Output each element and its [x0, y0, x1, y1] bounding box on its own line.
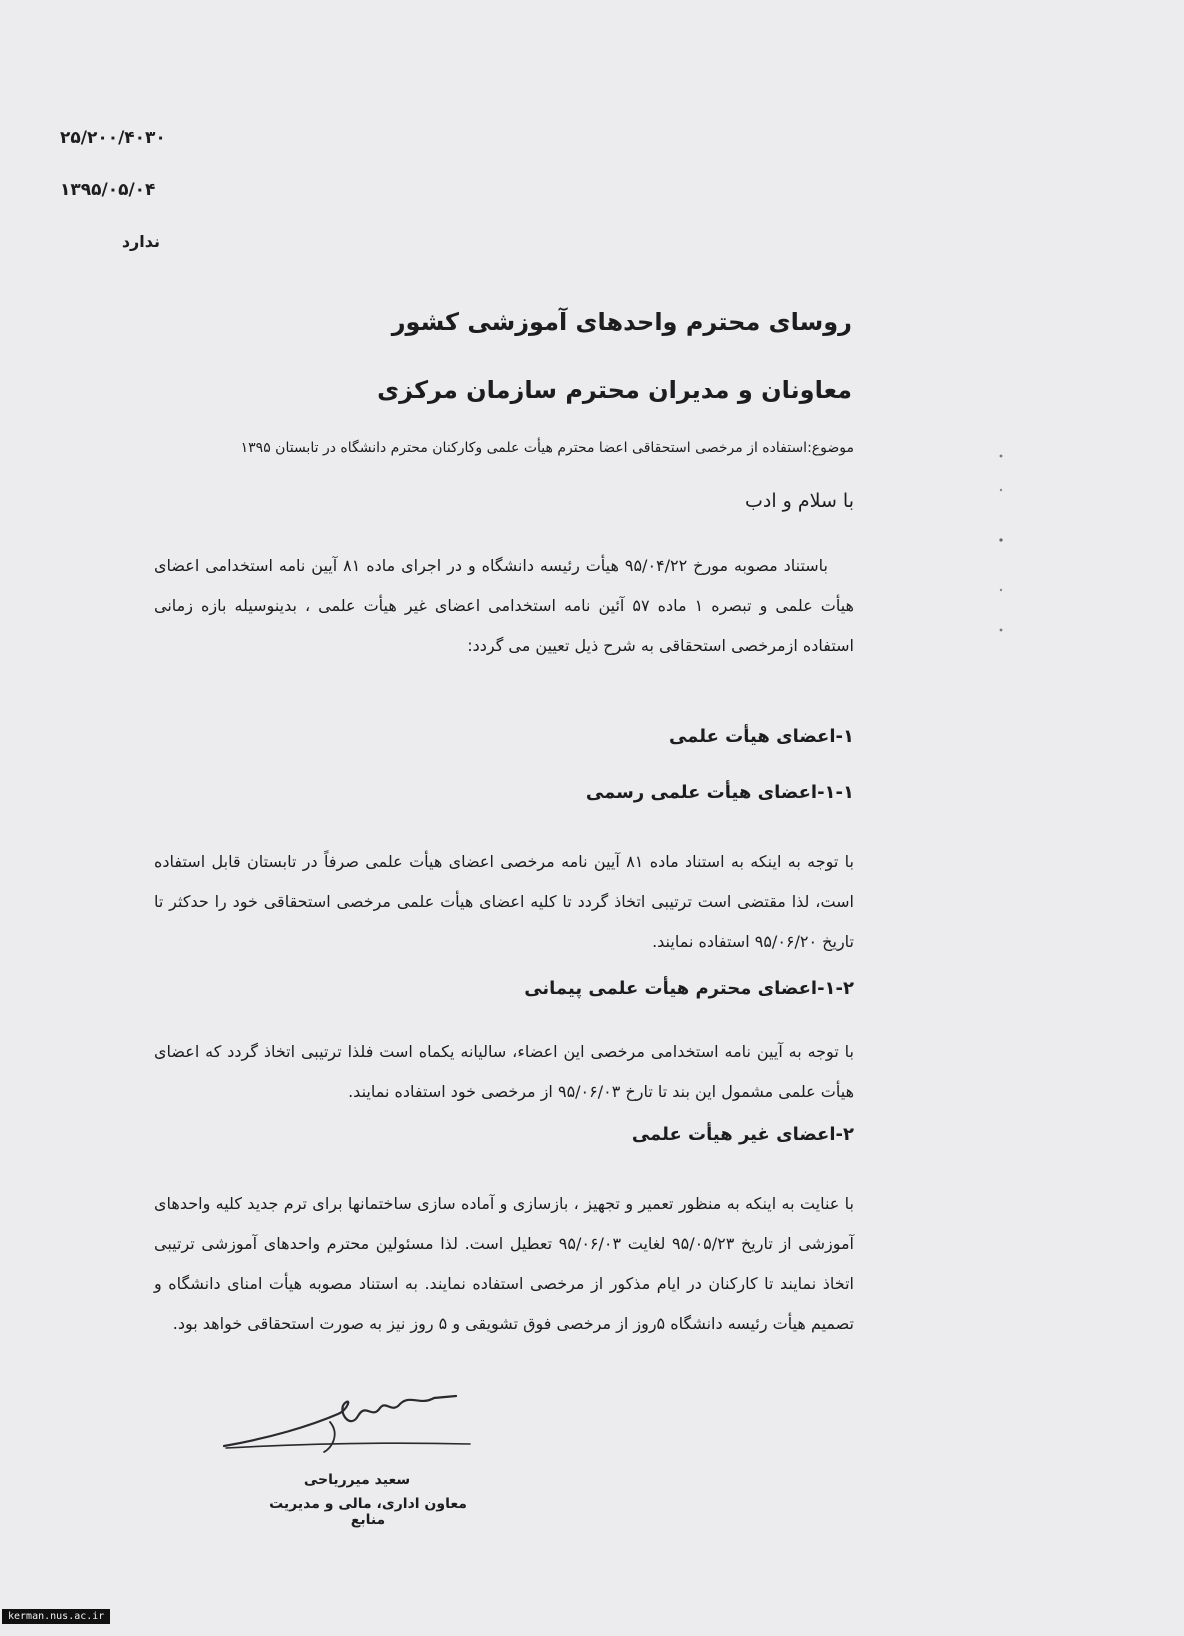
- signatory-title: معاون اداری، مالی و مدیریت منابع: [269, 1496, 467, 1528]
- handwritten-signature: [220, 1386, 480, 1456]
- letter-date: ۱۳۹۵/۰۵/۰۴: [60, 180, 156, 200]
- section-1-2-text: با توجه به آیین نامه استخدامی مرخصی این اعضاء، سالیانه یکماه است فلذا ترتیبی اتخاذ گردد که اعضای هیأت علمی مشمول این بند تا تارخ ۹۵/۰۶/۰۳ از مرخصی خود استفاده نمایند.: [154, 1042, 854, 1101]
- section-1-2-title: ۱-۲-اعضای محترم هیأت علمی پیمانی: [524, 978, 854, 999]
- binding-marks: [998, 450, 1004, 650]
- section-2-title: ۲-اعضای غیر هیأت علمی: [631, 1124, 854, 1145]
- section-1-1-text: با توجه به اینکه به استناد ماده ۸۱ آیین نامه مرخصی اعضای هیأت علمی صرفاً در تابستان قابل استفاده است، لذا مقتضی است ترتیبی اتخاذ گردد تا کلیه اعضای هیأت علمی مرخصی استحقاقی خود را حدکثر تا تاریخ ۹۵/۰۶/۲۰ استفاده نمایند.: [154, 852, 855, 951]
- letter-attachment: ندارد: [121, 232, 160, 251]
- signatory-name: سعید میرریاحی: [303, 1472, 411, 1488]
- source-watermark: kerman.nus.ac.ir: [2, 1609, 110, 1624]
- section-1-1-title: ۱-۱-اعضای هیأت علمی رسمی: [585, 782, 854, 803]
- letter-subject: موضوع:استفاده از مرخصی استحقاقی اعضا محترم هیأت علمی وکارکنان محترم دانشگاه در تابستان ۱۳۹۵: [240, 440, 854, 456]
- intro-paragraph: باستناد مصوبه مورخ ۹۵/۰۴/۲۲ هیأت رئیسه دانشگاه و در اجرای ماده ۸۱ آیین نامه استخدامی اعضای هیأت علمی و تبصره ۱ ماده ۵۷ آئین نامه استخدامی اعضای غیر هیأت علمی ، بدینوسیله بازه زمانی استفاده ازمرخصی استحقاقی به شرح ذیل تعیین می گردد:: [154, 556, 854, 655]
- section-1-title: ۱-اعضای هیأت علمی: [668, 726, 854, 747]
- section-2-text: با عنایت به اینکه به منظور تعمیر و تجهیز ، بازسازی و آماده سازی ساختمانها برای ترم جدید کلیه واحدهای آموزشی از تاریخ ۹۵/۰۵/۲۳ لغایت ۹۵/۰۶/۰۳ تعطیل است. لذا مسئولین محترم واحدهای آموزشی ترتیبی اتخاذ نمایند تا کارکنان در ایام مذکور از مرخصی استفاده نمایند. به استناد مصوبه هیأت امنای دانشگاه و تصمیم هیأت رئیسه دانشگاه ۵روز از مرخصی فوق تشویقی و ۵ روز نیز به صورت استحقاقی خواهد بود.: [154, 1194, 855, 1333]
- letter-number: ۲۵/۲۰۰/۴۰۳۰: [60, 128, 166, 148]
- addressee-line-2: معاونان و مدیران محترم سازمان مرکزی: [377, 376, 852, 404]
- addressee-line-1: روسای محترم واحدهای آموزشی کشور: [391, 308, 852, 336]
- greeting: با سلام و ادب: [744, 490, 854, 512]
